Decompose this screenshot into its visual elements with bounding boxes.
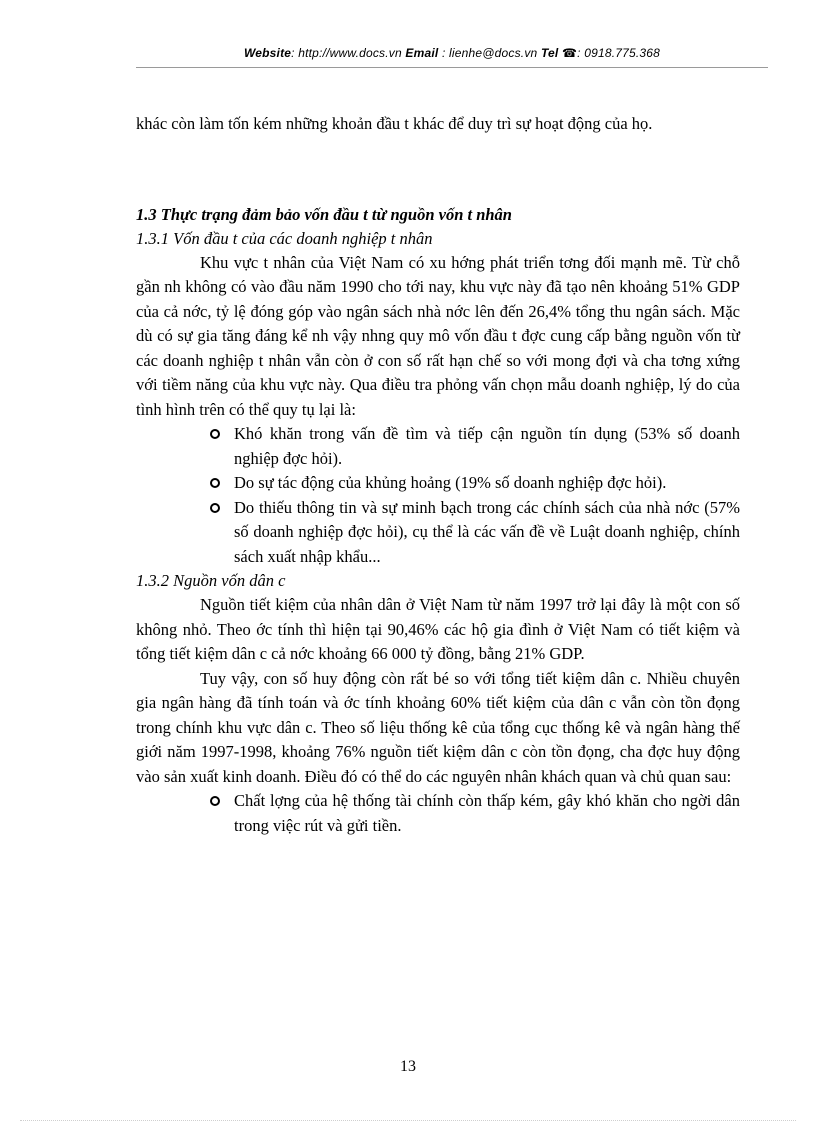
document-body bbox=[136, 112, 740, 838]
page-header bbox=[136, 46, 768, 60]
phone-icon: ☎ bbox=[562, 46, 578, 60]
paragraph-household-savings: Nguồn tiết kiệm của nhân dân ở Việt Nam từ năm 1997 trở lại đây là một con số không nhỏ. Theo ớc tính thì hiện tại 90,46% các hộ gia đình ở Việt Nam có tiết kiệm và tổng tiết kiệm dân c cả nớc khoảng 66 000 tỷ đồng, bằng 21% GDP. bbox=[136, 595, 740, 663]
subsection-heading-1-3-2: 1.3.2 Nguồn vốn dân c bbox=[136, 571, 286, 590]
list-item-text: Do thiếu thông tin và sự minh bạch trong các chính sách của nhà nớc (57% số doanh nghiệp đợc hỏi), cụ thể là các vấn đề về Luật doanh nghiệp, chính sách xuất nhập khẩu... bbox=[234, 497, 740, 566]
paragraph-mobilization: Tuy vậy, con số huy động còn rất bé so với tổng tiết kiệm dân c. Nhiều chuyên gia ngân hàng đã tính toán và ớc tính khoảng 60% tiết kiệm của dân c vẫn còn tồn đọng trong chính khu vực dân c. Theo số liệu thống kê của tổng cục thống kê và ngân hàng thế giới năm 1997-1998, khoảng 76% nguồn tiết kiệm dân c còn tồn đọng, cha đợc huy động vào sản xuất kinh doanh. Điều đó có thể do các nguyên nhân khách quan và chủ quan sau: bbox=[136, 668, 740, 786]
page-number: 13 bbox=[400, 1058, 416, 1075]
circle-bullet-icon bbox=[210, 429, 220, 439]
list-item bbox=[210, 789, 740, 838]
website-value: : http://www.docs.vn bbox=[291, 46, 402, 60]
page-bottom-divider bbox=[20, 1120, 796, 1121]
email-value: : lienhe@docs.vn bbox=[441, 46, 538, 60]
list-item-text: Do sự tác động của khủng hoảng (19% số doanh nghiệp đợc hỏi). bbox=[234, 473, 667, 492]
email-label: Email bbox=[405, 46, 439, 60]
list-item-text: Khó khăn trong vấn đề tìm và tiếp cận nguồn tín dụng (53% số doanh nghiệp đợc hỏi). bbox=[234, 424, 740, 468]
list-item-text: Chất lợng của hệ thống tài chính còn thấp kém, gây khó khăn cho ngời dân trong việc rút và gửi tiền. bbox=[234, 791, 740, 835]
list-item bbox=[210, 496, 740, 570]
intro-paragraph: khác còn làm tốn kém những khoản đầu t khác để duy trì sự hoạt động của họ. bbox=[136, 114, 653, 133]
circle-bullet-icon bbox=[210, 478, 220, 488]
list-item bbox=[210, 471, 740, 496]
list-item bbox=[210, 422, 740, 471]
reasons-list bbox=[136, 422, 740, 569]
section-heading-1-3: 1.3 Thực trạng đảm bảo vốn đầu t từ nguồn vốn t nhân bbox=[136, 204, 512, 224]
circle-bullet-icon bbox=[210, 503, 220, 513]
circle-bullet-icon bbox=[210, 796, 220, 806]
causes-list bbox=[136, 789, 740, 838]
tel-label: Tel bbox=[540, 46, 559, 60]
tel-value: : 0918.775.368 bbox=[577, 46, 661, 60]
paragraph-private-investment: Khu vực t nhân của Việt Nam có xu hớng phát triển tơng đối mạnh mẽ. Từ chỗ gần nh không có vào đầu năm 1990 cho tới nay, khu vực này đã tạo nên khoảng 51% GDP của cả nớc, tỷ lệ đóng góp vào ngân sách nhà nớc lên đến 26,4% tổng thu ngân sách. Mặc dù có sự gia tăng đáng kể nh vậy nhng quy mô vốn đầu t đợc cung cấp bằng nguồn vốn từ các doanh nghiệp t nhân vẫn còn ở con số rất hạn chế so với mong đợi và cha tơng xứng với tiềm năng của khu vực này. Qua điều tra phỏng vấn chọn mẫu doanh nghiệp, lý do của tình hình trên có thể quy tụ lại là: bbox=[136, 252, 740, 419]
subsection-heading-1-3-1: 1.3.1 Vốn đầu t của các doanh nghiệp t nhân bbox=[136, 228, 433, 248]
website-label: Website bbox=[243, 46, 292, 60]
header-divider bbox=[136, 67, 768, 68]
